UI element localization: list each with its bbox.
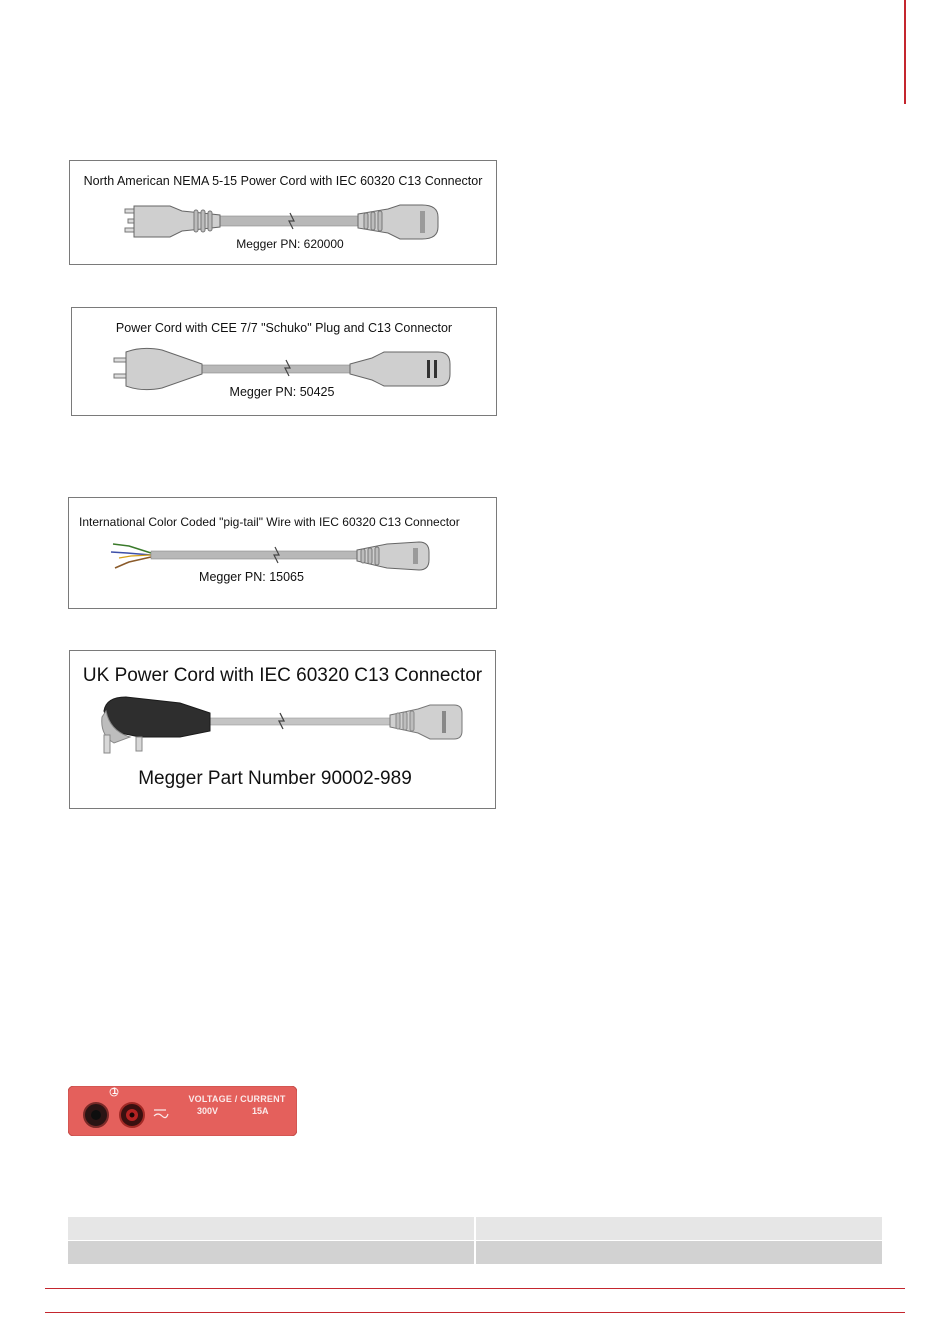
cord-title: Power Cord with CEE 7/7 "Schuko" Plug and C13 Connector <box>115 321 453 335</box>
footer-rule-top <box>45 1288 905 1289</box>
cord-part-number: Megger PN: 50425 <box>229 385 335 399</box>
table-row <box>68 1217 882 1240</box>
panel-label: VOLTAGE / CURRENT <box>188 1094 286 1104</box>
panel-current: 15A <box>252 1106 269 1116</box>
table-cell <box>68 1241 474 1264</box>
voltage-current-panel-photo <box>68 1086 297 1136</box>
channel-number: 1 <box>112 1086 118 1096</box>
table-row <box>68 1241 882 1264</box>
table-cell <box>476 1217 882 1240</box>
cord-figure-pigtail <box>68 497 497 609</box>
cord-part-number: Megger Part Number 90002-989 <box>138 768 412 789</box>
cord-title: North American NEMA 5-15 Power Cord with IEC 60320 C13 Connector <box>83 174 483 188</box>
cord-figure-nema <box>69 160 497 265</box>
cord-figure-uk <box>69 650 496 809</box>
cord-figure-schuko <box>71 307 497 416</box>
cord-title: International Color Coded "pig-tail" Wire with IEC 60320 C13 Connector <box>79 515 460 529</box>
page-edge-marker <box>904 0 906 104</box>
panel-voltage: 300V <box>197 1106 219 1116</box>
cord-title: UK Power Cord with IEC 60320 C13 Connector <box>82 665 483 686</box>
table-cell <box>476 1241 882 1264</box>
footer-rule-bottom <box>45 1312 905 1313</box>
cord-part-number: Megger PN: 15065 <box>199 570 304 584</box>
pigtail-cord-illustration <box>69 498 498 610</box>
spec-table <box>68 1217 882 1265</box>
cord-part-number: Megger PN: 620000 <box>236 237 344 251</box>
schuko-cord-illustration <box>72 308 498 417</box>
table-cell <box>68 1217 474 1240</box>
